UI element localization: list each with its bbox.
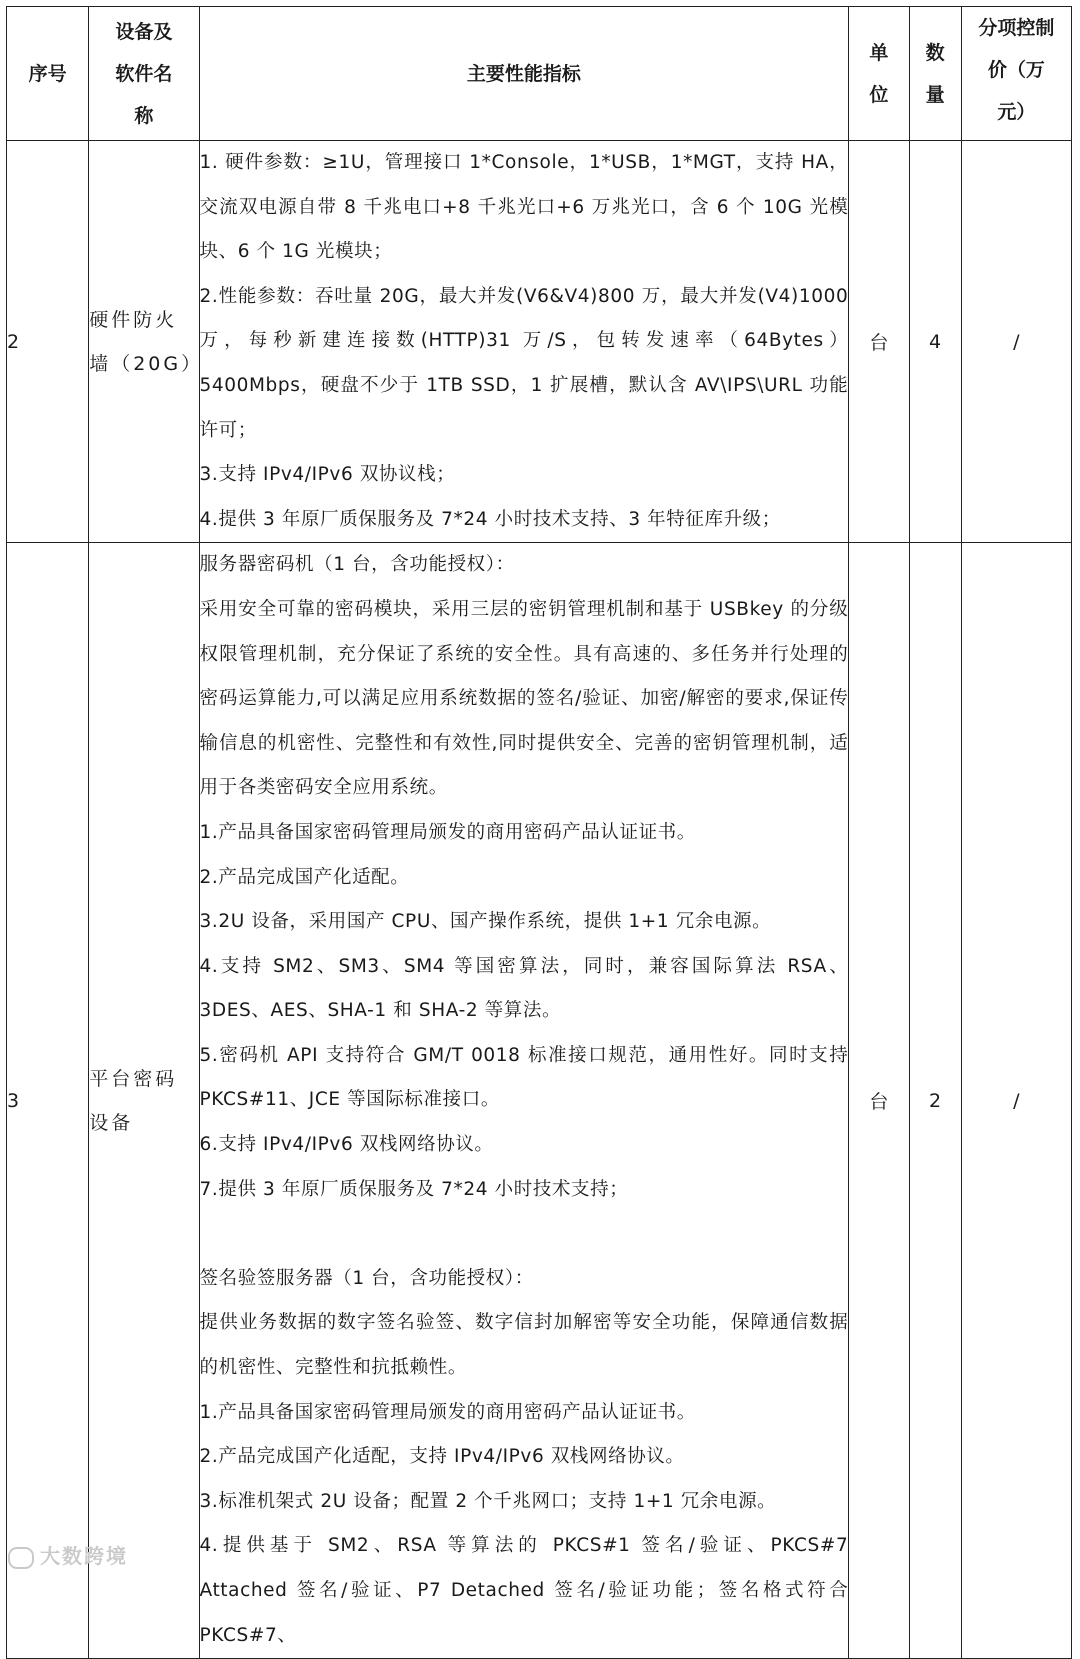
table-row	[7, 141, 1072, 543]
row-price: /	[961, 543, 1071, 1659]
row-idx: 3	[7, 543, 89, 1659]
row-unit: 台	[849, 543, 909, 1659]
spec-line: 服务器密码机（1 台，含功能授权）：	[199, 554, 515, 576]
row-unit: 台	[849, 141, 909, 543]
row-name: 平台密码设备	[89, 543, 199, 1659]
spec-line: 5.密码机 API 支持符合 GM/T 0018 标准接口规范，通用性好。同时支持 PKCS#11、JCE 等国际标准接口。	[199, 1044, 849, 1111]
row-price: /	[961, 141, 1071, 543]
header-name: 设备及软件名称	[89, 7, 199, 141]
header-price: 分项控制价（万元）	[961, 7, 1071, 141]
spec-line: 6.支持 IPv4/IPv6 双栈网络协议。	[199, 1134, 494, 1156]
header-spec: 主要性能指标	[199, 7, 849, 141]
spec-line: 签名验签服务器（1 台，含功能授权）：	[199, 1267, 534, 1289]
row-specs	[199, 141, 849, 543]
spec-line: 2.性能参数：吞吐量 20G，最大并发(V6&V4)800 万，最大并发(V4)1000 万，每秒新建连接数(HTTP)31 万/S，包转发速率（64Bytes）5400Mbps，硬盘不少于 1TB SSD，1 扩展槽，默认含 AV\IPS\URL 功能许可；	[199, 285, 849, 441]
row-qty: 2	[909, 543, 961, 1659]
row-idx: 2	[7, 141, 89, 543]
spec-line: 1.产品具备国家密码管理局颁发的商用密码产品认证证书。	[199, 1401, 696, 1423]
spec-line: 3.标准机架式 2U 设备；配置 2 个千兆网口；支持 1+1 冗余电源。	[199, 1490, 777, 1512]
spec-table	[6, 6, 1072, 1659]
spec-blank-line	[200, 1212, 849, 1257]
spec-line: 4.支持 SM2、SM3、SM4 等国密算法，同时，兼容国际算法 RSA、3DES、AES、SHA-1 和 SHA-2 等算法。	[199, 955, 849, 1022]
spec-line: 1.产品具备国家密码管理局颁发的商用密码产品认证证书。	[199, 821, 696, 843]
row-qty: 4	[909, 141, 961, 543]
spec-line: 2.产品完成国产化适配。	[199, 866, 410, 888]
spec-line: 7.提供 3 年原厂质保服务及 7*24 小时技术支持；	[199, 1178, 629, 1200]
table-row	[7, 543, 1072, 1659]
header-qty: 数量	[909, 7, 961, 141]
spec-line: 3.2U 设备，采用国产 CPU、国产操作系统，提供 1+1 冗余电源。	[199, 911, 772, 933]
row-name: 硬件防火墙（20G）	[89, 141, 199, 543]
header-unit: 单位	[849, 7, 909, 141]
row-specs	[199, 543, 849, 1659]
spec-line: 1. 硬件参数：≥1U，管理接口 1*Console，1*USB，1*MGT，支持 HA，交流双电源自带 8 千兆电口+8 千兆光口+6 万兆光口，含 6 个 10G 光模块、6 个 1G 光模块；	[199, 152, 849, 263]
watermark-text: 大数跨境	[40, 1544, 128, 1568]
header-idx: 序号	[7, 7, 89, 141]
spec-line: 4.提供基于 SM2、RSA 等算法的 PKCS#1 签名/验证、PKCS#7 Attached 签名/验证、P7 Detached 签名/验证功能；签名格式符合 PKCS#7、	[199, 1535, 849, 1646]
spec-line: 4.提供 3 年原厂质保服务及 7*24 小时技术支持、3 年特征库升级；	[199, 508, 781, 530]
spec-line: 采用安全可靠的密码模块，采用三层的密钥管理机制和基于 USBkey 的分级权限管理机制，充分保证了系统的安全性。具有高速的、多任务并行处理的密码运算能力,可以满足应用系统数据的签名/验证、加密/解密的要求,保证传输信息的机密性、完整性和有效性,同时提供安全、完善的密钥管理机制，适用于各类密码安全应用系统。	[199, 598, 849, 799]
spec-line: 3.支持 IPv4/IPv6 双协议栈；	[199, 464, 456, 486]
watermark	[8, 1540, 128, 1569]
spec-line: 2.产品完成国产化适配，支持 IPv4/IPv6 双栈网络协议。	[199, 1446, 685, 1468]
header-row	[7, 7, 1072, 141]
watermark-logo-icon	[8, 1547, 34, 1569]
spec-line: 提供业务数据的数字签名验签、数字信封加解密等安全功能，保障通信数据的机密性、完整性和抗抵赖性。	[199, 1312, 849, 1379]
